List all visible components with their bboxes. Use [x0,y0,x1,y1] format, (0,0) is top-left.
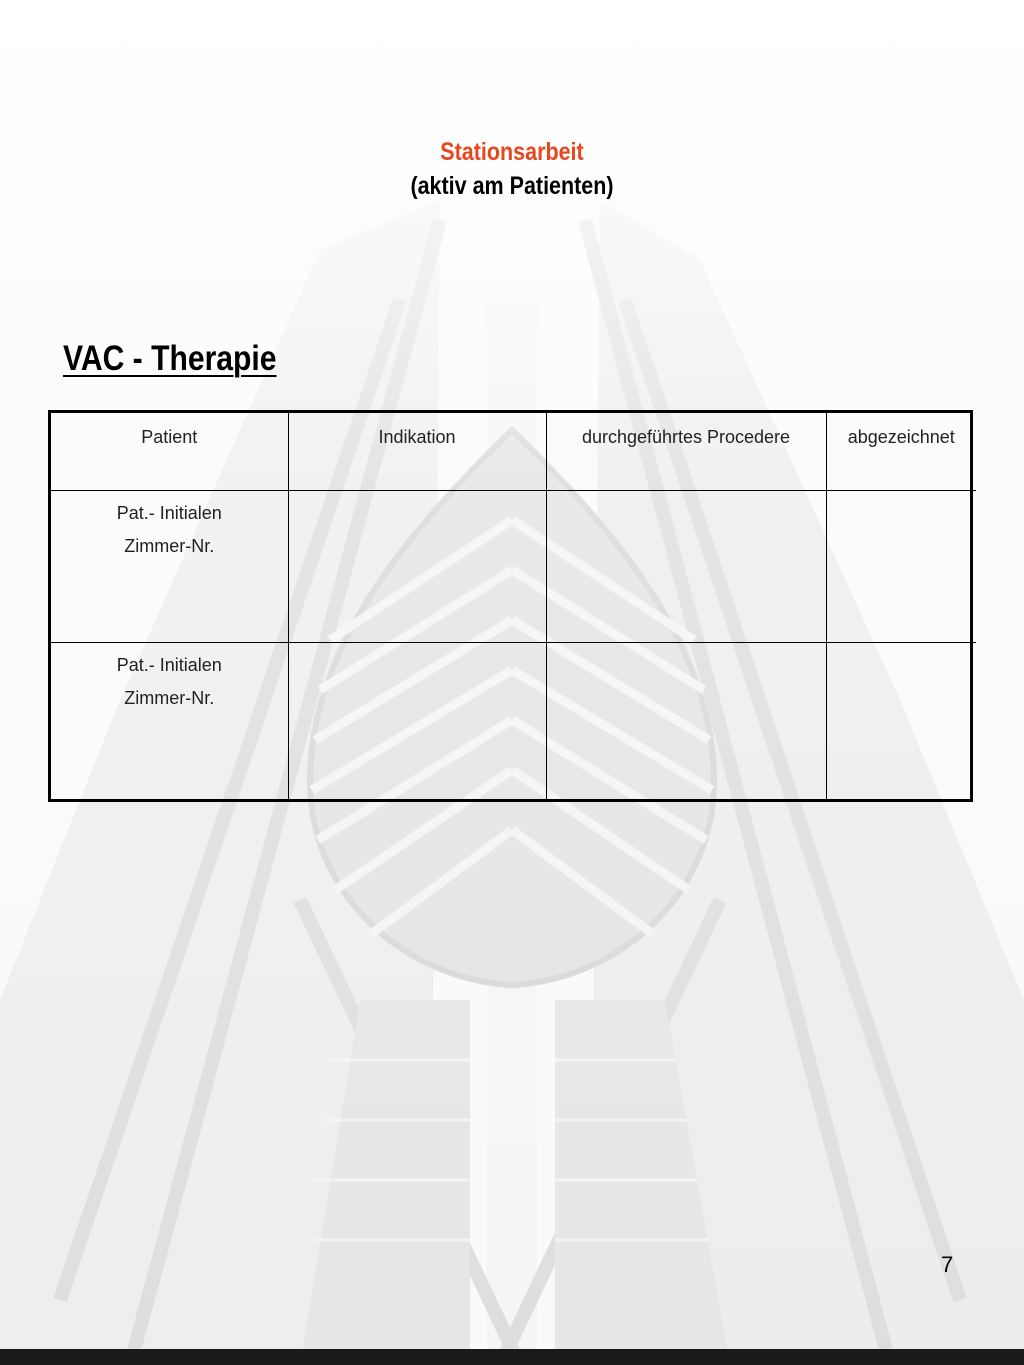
column-header-abgezeichnet: abgezeichnet [826,413,976,490]
vac-therapy-table [51,413,976,799]
room-number-label: Zimmer-Nr. [124,687,215,708]
cell-procedere[interactable] [546,490,826,642]
column-header-indikation: Indikation [288,413,546,490]
patient-initials-label: Pat.- Initialen [116,654,222,675]
room-number-label: Zimmer-Nr. [124,535,215,556]
cell-indikation[interactable] [288,642,546,799]
header [0,136,1024,204]
page-title: Stationsarbeit [440,138,584,166]
cell-patient[interactable] [51,490,288,642]
vac-therapy-table-frame [48,410,973,802]
page-subtitle: (aktiv am Patienten) [410,172,614,200]
section-heading: VAC - Therapie [63,339,277,378]
column-header-procedere: durchgeführtes Procedere [546,413,826,490]
page-number: 7 [941,1252,954,1277]
cell-abgezeichnet[interactable] [826,490,976,642]
column-header-patient: Patient [51,413,288,490]
bottom-bar [0,1349,1024,1365]
table-row [51,642,976,799]
cell-patient[interactable] [51,642,288,799]
cell-procedere[interactable] [546,642,826,799]
patient-initials-label: Pat.- Initialen [116,502,222,523]
table-row [51,490,976,642]
table-header-row [51,413,976,490]
cell-abgezeichnet[interactable] [826,642,976,799]
cell-indikation[interactable] [288,490,546,642]
